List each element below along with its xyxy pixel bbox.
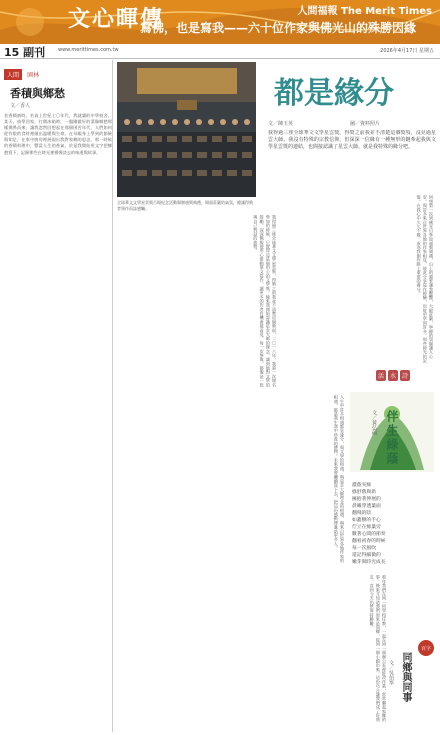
- poem-line: 如蓋樹的手心: [352, 518, 381, 523]
- poem-line: 每一次風吹: [352, 546, 376, 551]
- feature-author: 文／陳玉英: [268, 121, 294, 127]
- poem-title: 伴生綠蔭: [385, 410, 399, 466]
- poem-line: 佇立在綠葉旁: [352, 525, 381, 530]
- feature-intro: 我得過三座全球華文文學星雲獎，得獎之前我並不清楚這個獎項，沒見過星雲大師。我沒有特殊的宗教信仰，但深深一信緣有一種無形的鏈牽起我與文學星雲獎的連結，也間接認識了星雲大師。就是我特殊的緣分吧。: [268, 130, 436, 150]
- poem-line: 嫩芽與時光成長: [352, 560, 386, 565]
- photo-credit: 圖／資料照片: [350, 121, 381, 127]
- poem-line: 濃蔭夾綠: [352, 483, 372, 488]
- paper-name: 人間福報 The Merit Times: [297, 6, 432, 17]
- poem-line: 翻飛的陰: [352, 511, 372, 516]
- bottom-body: 那年我們在同一所學校任教，一起在同一個辦公室裡批改作業，常常聊起家鄉的事。後來才知道我們原來是同鄉，從同一個小鎮出來。這份巧合讓我們成了好朋友，直到今天仍然保持聯繫。: [369, 575, 387, 722]
- column-tag-suffix: 園林: [27, 72, 40, 79]
- website: www.merittimes.com.tw: [58, 47, 119, 53]
- poem-line: 綠舒舊與新: [352, 490, 376, 495]
- photo-caption: 全球華文文學星雲獎百場紀念活動舉辦頒獎典禮，場面莊嚴的氣氛，總讓得獎者領作而誌感觸。: [117, 200, 253, 211]
- corner-author: 文／吳伯寧: [388, 660, 394, 685]
- feature-body-2: 回想第一次到佛光山參加頒獎典禮，山上的風景讓我驚艷，大殿莊嚴，寧靜的氛圍讓人心安。與許多來自世界各地的作家相見，彼此分享寫作經驗，也從中學到許多。那些時光的記憶，在我心中久久不散，成為我創作路上重要的養分。: [416, 195, 434, 363]
- poem-lines: [352, 482, 432, 572]
- event-photo: [117, 62, 256, 197]
- masthead-banner: [0, 0, 440, 44]
- poem-author: 文／黃弘碩: [371, 410, 377, 435]
- poem-tag-char-2: 水: [388, 370, 398, 381]
- poem-line: 翻看初春的時候: [352, 539, 386, 544]
- column-tag: 人間: [4, 69, 22, 80]
- poem-line: 還記得細微的: [352, 553, 381, 558]
- feature-headline: 都是緣分: [274, 76, 394, 111]
- column-left: [4, 60, 113, 732]
- poem-line: 數著心間的節奏: [352, 532, 386, 537]
- poem-tag-char-1: 活: [376, 370, 386, 381]
- masthead-brand: 文心暉傳: [68, 6, 165, 32]
- poem-tag-char-3: 詩: [400, 370, 410, 381]
- feature-body-1: 我得過三座全球華文文學星雲獎，得獎之前我並不清楚這個獎項，二〇一六年，我第一次報名參加的時候，只覺得這是個用心的文學獎。後來我開始認識星雲大師的理念，讀到他對文學的鼓勵，深深佩服他用心推動華文寫作，讓更多的作者有機會被看見。每一次參與，都像是一段與自己對話的旅程。: [253, 215, 277, 387]
- column-author: 文／香人: [10, 103, 31, 109]
- corner-tag: 百字: [418, 640, 434, 656]
- issue-date: 2026年4月17日 星期五: [380, 48, 434, 54]
- page-number: 15 副刊: [4, 46, 46, 59]
- corner-title: 同鄉與同事: [400, 652, 411, 702]
- column-body: 昔香積廚時，若貪上世紀七〇年代，我就讀的中學校舍。某天，放學回家，打開冰箱時，一盤剛做好的菜像鄉愁那樣撲鼻而來，讓我忽然回想起在那個困苦年代，人們如何從有限的食材裡做出溫暖與生命。在母親身上學到的節儉與知足，在家中廚房裡展現出我對家鄉的思念。那一時候的香積料理中，豐富人生的香氣，於是我開始用文字把鄉愁寫下，記錄那些在時光裡慢慢淡去的味道與故事。: [4, 113, 112, 155]
- poem-line: 晨曦穿透葉面: [352, 504, 381, 509]
- poem-section-tag: [376, 370, 410, 381]
- poem-line: 擁抱著伸展的: [352, 497, 381, 502]
- column-title: 香積與鄉愁: [10, 87, 65, 100]
- feature-body-3: 人生中許多相遇都是緣分，與文學的相遇、與星雲大師理念的相遇、與來自世界各地作家的相遇，都是我生命中珍貴的禮物。未來我會繼續寫下去，把這份感動傳遞給更多人。: [333, 395, 345, 563]
- masthead-subtitle: 寫佛，也是寫我——六十位作家與佛光山的殊勝因緣: [140, 21, 417, 35]
